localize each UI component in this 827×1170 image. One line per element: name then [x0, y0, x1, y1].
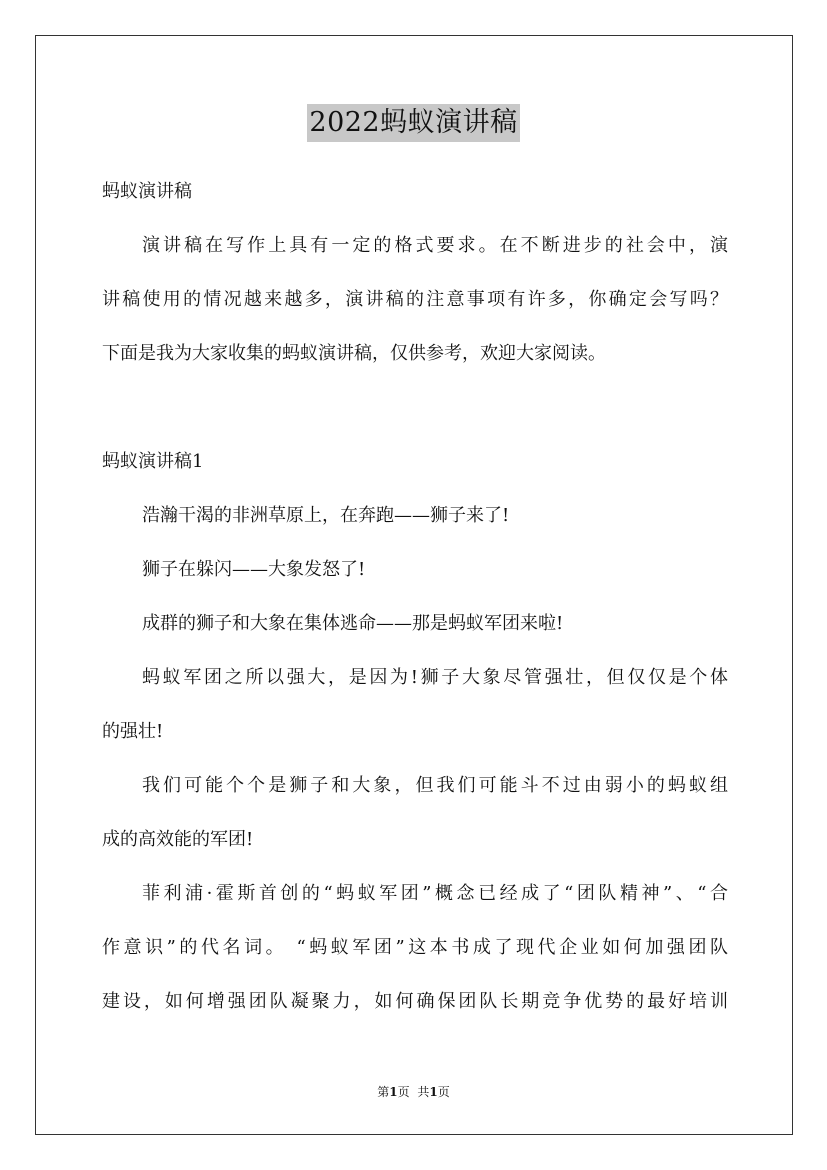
footer-total-suffix: 页 — [437, 1085, 450, 1099]
speech-line: 成群的狮子和大象在集体逃命——那是蚂蚁军团来啦! — [142, 613, 564, 634]
footer-page-number: 1 — [389, 1085, 398, 1099]
speech-line: 浩瀚干渴的非洲草原上，在奔跑——狮子来了! — [142, 505, 510, 526]
page-footer — [0, 1083, 827, 1101]
speech-line: 我们可能个个是狮子和大象，但我们可能斗不过由弱小的蚂蚁组 — [142, 775, 728, 796]
title-container — [0, 104, 827, 142]
speech-heading: 蚂蚁演讲稿1 — [102, 451, 204, 472]
blank-line — [102, 381, 728, 435]
section-heading: 蚂蚁演讲稿 — [102, 181, 192, 202]
footer-page-suffix: 页 — [397, 1085, 410, 1099]
footer-total-prefix: 共 — [417, 1085, 430, 1099]
speech-line: 建设，如何增强团队凝聚力，如何确保团队长期竞争优势的最好培训 — [102, 991, 728, 1012]
intro-line: 讲稿使用的情况越来越多，演讲稿的注意事项有许多，你确定会写吗？ — [102, 289, 728, 310]
speech-line: 成的高效能的军团! — [102, 829, 254, 850]
speech-line: 狮子在躲闪——大象发怒了! — [142, 559, 366, 580]
intro-line: 下面是我为大家收集的蚂蚁演讲稿，仅供参考，欢迎大家阅读。 — [102, 343, 606, 364]
document-body — [102, 165, 728, 1029]
speech-line: 菲利浦·霍斯首创的“蚂蚁军团”概念已经成了“团队精神”、“合 — [142, 883, 728, 904]
intro-line: 演讲稿在写作上具有一定的格式要求。在不断进步的社会中，演 — [142, 235, 728, 256]
speech-line: 蚂蚁军团之所以强大，是因为!狮子大象尽管强壮，但仅仅是个体 — [142, 667, 728, 688]
speech-line: 的强壮! — [102, 721, 164, 742]
footer-total-number: 1 — [429, 1085, 438, 1099]
document-title: 2022蚂蚁演讲稿 — [307, 104, 519, 142]
speech-line: 作意识”的代名词。 “蚂蚁军团”这本书成了现代企业如何加强团队 — [102, 937, 728, 958]
footer-page-prefix: 第 — [377, 1085, 390, 1099]
